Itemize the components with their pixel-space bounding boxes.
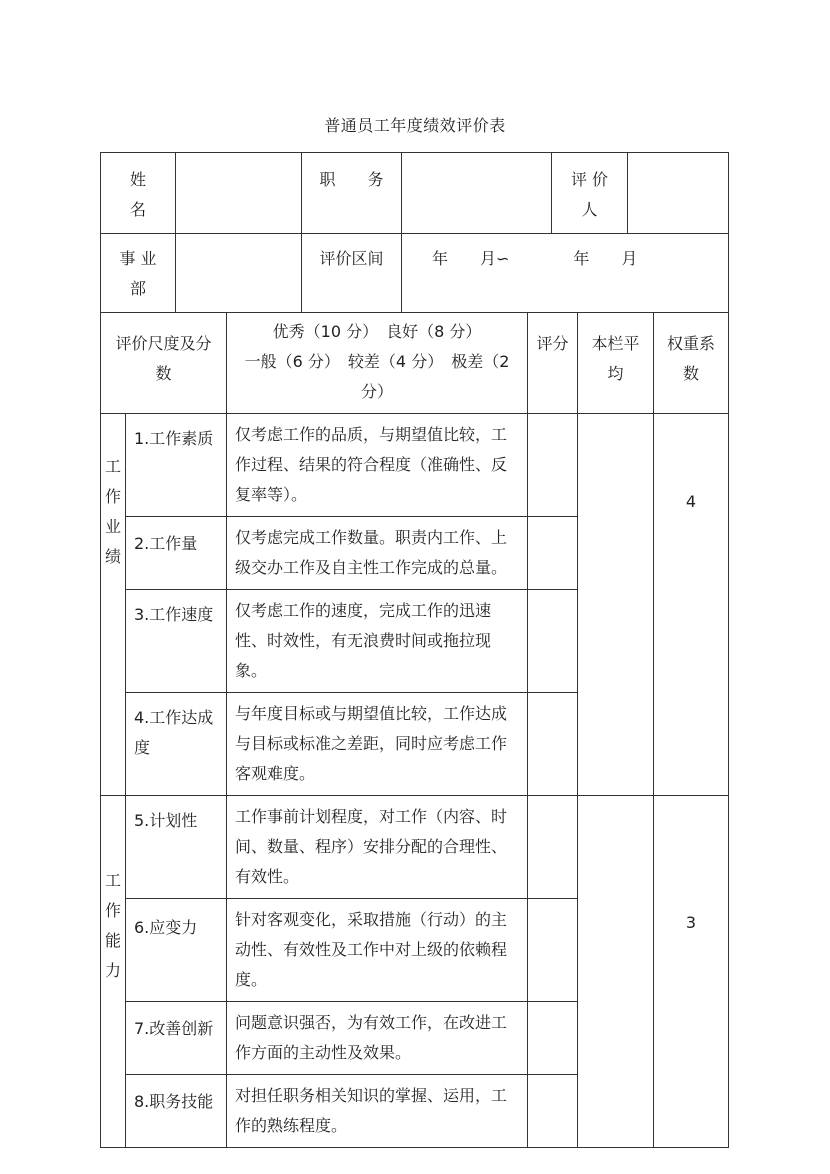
group-2-char: 力 bbox=[104, 961, 121, 980]
group-1-label bbox=[101, 414, 126, 796]
dept-label-2: 部 bbox=[129, 279, 146, 298]
score-input-cell[interactable] bbox=[528, 693, 578, 796]
group-1-char: 作 bbox=[104, 487, 121, 506]
criterion-description: 仅考虑工作的速度，完成工作的迅速性、时效性，有无浪费时间或拖拉现象。 bbox=[227, 590, 528, 693]
name-label-2: 名 bbox=[129, 200, 146, 219]
weight-header-1: 权重系 bbox=[667, 334, 716, 353]
scale-line-3: 分） bbox=[361, 382, 394, 401]
scale-line-1: 优秀（10 分） 良好（8 分） bbox=[272, 322, 482, 341]
evaluator-label-cell bbox=[552, 153, 628, 234]
dept-label-1: 事 业 bbox=[119, 249, 157, 268]
group-1-char: 绩 bbox=[104, 547, 121, 566]
name-label-1: 姓 bbox=[129, 170, 146, 189]
average-header-cell bbox=[578, 313, 654, 414]
criterion-name: 8.职务技能 bbox=[126, 1075, 227, 1148]
weight-header-cell bbox=[654, 313, 729, 414]
evaluator-label-2: 人 bbox=[581, 200, 598, 219]
group-2-char: 工 bbox=[104, 871, 121, 890]
group-1-char: 工 bbox=[104, 457, 121, 476]
position-input-cell[interactable] bbox=[402, 153, 552, 234]
criterion-name: 4.工作达成度 bbox=[126, 693, 227, 796]
criterion-description: 针对客观变化，采取措施（行动）的主动性、有效性及工作中对上级的依赖程度。 bbox=[227, 899, 528, 1002]
criterion-name: 6.应变力 bbox=[126, 899, 227, 1002]
score-input-cell[interactable] bbox=[528, 899, 578, 1002]
group-1-weight: 4 bbox=[654, 414, 729, 796]
dept-label-cell bbox=[101, 234, 176, 313]
group-2-char: 作 bbox=[104, 901, 121, 920]
evaluation-table bbox=[100, 312, 729, 1148]
table-row bbox=[101, 796, 729, 899]
criterion-name: 5.计划性 bbox=[126, 796, 227, 899]
average-header-1: 本栏平 bbox=[591, 334, 640, 353]
name-label-cell bbox=[101, 153, 176, 234]
criterion-description: 与年度目标或与期望值比较，工作达成与目标或标准之差距，同时应考虑工作客观难度。 bbox=[227, 693, 528, 796]
scale-line-2: 一般（6 分） 较差（4 分） 极差（2 bbox=[244, 352, 510, 371]
criterion-description: 问题意识强否，为有效工作，在改进工作方面的主动性及效果。 bbox=[227, 1002, 528, 1075]
criterion-description: 仅考虑完成工作数量。职责内工作、上级交办工作及自主性工作完成的总量。 bbox=[227, 517, 528, 590]
criterion-description: 对担任职务相关知识的掌握、运用，工作的熟练程度。 bbox=[227, 1075, 528, 1148]
info-table bbox=[100, 152, 729, 313]
criterion-description: 工作事前计划程度，对工作（内容、时间、数量、程序）安排分配的合理性、有效性。 bbox=[227, 796, 528, 899]
page-title: 普通员工年度绩效评价表 bbox=[324, 116, 506, 135]
score-input-cell[interactable] bbox=[528, 796, 578, 899]
evaluator-label-1: 评 价 bbox=[570, 170, 609, 189]
group-2-label bbox=[101, 796, 126, 1148]
average-cell[interactable] bbox=[578, 414, 654, 796]
period-value[interactable]: 年 月∽ 年 月 bbox=[402, 234, 729, 313]
score-input-cell[interactable] bbox=[528, 517, 578, 590]
evaluator-input-cell[interactable] bbox=[628, 153, 729, 234]
scale-label-2: 数 bbox=[155, 364, 172, 383]
name-input-cell[interactable] bbox=[176, 153, 302, 234]
score-input-cell[interactable] bbox=[528, 414, 578, 517]
scale-label-1: 评价尺度及分 bbox=[115, 334, 212, 353]
position-label: 职 务 bbox=[302, 153, 402, 234]
group-2-char: 能 bbox=[104, 931, 121, 950]
weight-header-2: 数 bbox=[683, 364, 700, 383]
criterion-name: 2.工作量 bbox=[126, 517, 227, 590]
criterion-name: 1.工作素质 bbox=[126, 414, 227, 517]
average-header-2: 均 bbox=[607, 364, 624, 383]
group-2-weight: 3 bbox=[654, 796, 729, 1148]
scale-label-cell bbox=[101, 313, 227, 414]
criterion-description: 仅考虑工作的品质，与期望值比较，工作过程、结果的符合程度（准确性、反复率等）。 bbox=[227, 414, 528, 517]
criterion-name: 7.改善创新 bbox=[126, 1002, 227, 1075]
table-row bbox=[101, 414, 729, 517]
scale-description-cell bbox=[227, 313, 528, 414]
score-input-cell[interactable] bbox=[528, 590, 578, 693]
period-label: 评价区间 bbox=[302, 234, 402, 313]
score-input-cell[interactable] bbox=[528, 1075, 578, 1148]
score-input-cell[interactable] bbox=[528, 1002, 578, 1075]
criterion-name: 3.工作速度 bbox=[126, 590, 227, 693]
group-1-char: 业 bbox=[104, 517, 121, 536]
score-header: 评分 bbox=[528, 313, 578, 414]
dept-input-cell[interactable] bbox=[176, 234, 302, 313]
average-cell[interactable] bbox=[578, 796, 654, 1148]
